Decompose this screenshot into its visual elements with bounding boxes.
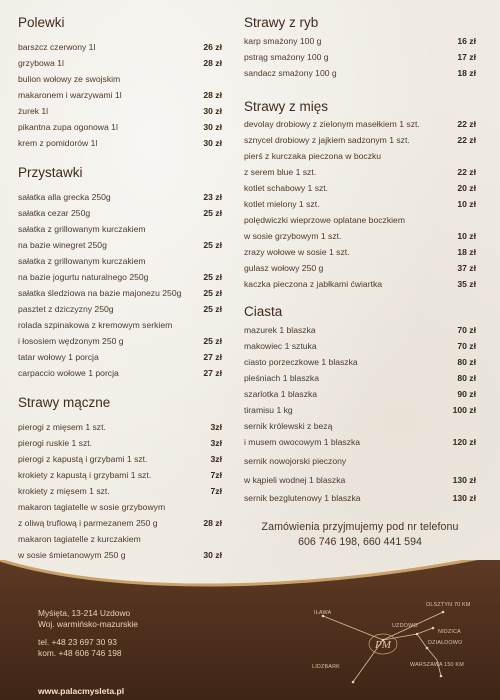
map-label-warszawa: WARSZAWA 150 KM	[410, 662, 464, 668]
menu-item: szarlotka 1 blaszka 90 zł	[244, 389, 476, 399]
menu-item: sernik królewski z bezą	[244, 421, 333, 431]
monogram-logo	[369, 634, 397, 654]
menu-item: sernik bezglutenowy 1 blaszka 130 zł	[244, 493, 476, 503]
menu-item: pstrąg smażony 100 g 17 zł	[244, 52, 476, 62]
map-label-dzialdowo: DZIAŁDOWO	[428, 640, 463, 646]
section-title-strawy-z-ryb: Strawy z ryb	[244, 15, 319, 30]
menu-item: zrazy wołowe w sosie 1 szt. 18 zł	[244, 247, 476, 257]
menu-item: i musem owocowym 1 blaszka 120 zł	[244, 437, 476, 447]
menu-item: i łososiem wędzonym 250 g 25 zł	[18, 336, 222, 346]
section-title-przystawki: Przystawki	[18, 165, 83, 180]
menu-item: sałatka z grillowanym kurczakiem	[18, 224, 146, 234]
menu-item: pierogi z kapustą i grzybami 1 szt. 3zł	[18, 454, 222, 464]
menu-item: gulasz wołowy 250 g 37 zł	[244, 263, 476, 273]
menu-item: żurek 1l 30 zł	[18, 106, 222, 116]
menu-item: na bazie winegret 250g 25 zł	[18, 240, 222, 250]
section-title-ciasta: Ciasta	[244, 304, 283, 319]
menu-item: sałatka cezar 250g 25 zł	[18, 208, 222, 218]
menu-item: makaron tagiatelle w sosie grzybowym	[18, 502, 166, 512]
menu-item: pierogi z mięsem 1 szt. 3zł	[18, 422, 222, 432]
phone-landline: tel. +48 23 697 30 93	[38, 637, 117, 647]
menu-item: makaron tagiatelle z kurczakiem	[18, 534, 141, 544]
menu-item: z oliwą truflową i parmezanem 250 g 28 zł	[18, 518, 222, 528]
menu-item: ciasto porzeczkowe 1 blaszka 80 zł	[244, 357, 476, 367]
menu-item: pierś z kurczaka pieczona w boczku	[244, 151, 382, 161]
menu-item: sandacz smażony 100 g 18 zł	[244, 68, 476, 78]
menu-item: sałatka z grillowanym kurczakiem	[18, 256, 146, 266]
menu-item: mazurek 1 blaszka 70 zł	[244, 325, 476, 335]
menu-item: krokiety z kapustą i grzybami 1 szt. 7zł	[18, 470, 222, 480]
menu-item: tiramisu 1 kg 100 zł	[244, 405, 476, 415]
map-label-nidzica: NIDZICA	[438, 629, 461, 635]
menu-item: makaronem i warzywami 1l 28 zł	[18, 90, 222, 100]
svg-text:PM: PM	[375, 639, 391, 651]
menu-item: carpaccio wołowe 1 porcja 27 zł	[18, 368, 222, 378]
menu-item: sernik nowojorski pieczony	[244, 456, 347, 466]
phone-mobile: kom. +48 606 746 198	[38, 648, 122, 658]
menu-item: sałatka śledziowa na bazie majonezu 250g 25 zł	[18, 288, 222, 298]
address-line-1: Myśięta, 13-214 Uzdowo	[38, 608, 131, 618]
menu-item: barszcz czerwony 1l 26 zł	[18, 42, 222, 52]
menu-item: sałatka alla grecka 250g 23 zł	[18, 192, 222, 202]
section-title-polewki: Polewki	[18, 15, 65, 30]
menu-item: grzybowa 1l 28 zł	[18, 58, 222, 68]
menu-item: tatar wołowy 1 porcja 27 zł	[18, 352, 222, 362]
menu-item: polędwiczki wieprzowe oplatane boczkiem	[244, 215, 405, 225]
menu-item: bulion wołowy ze swojskim	[18, 74, 121, 84]
menu-item: pikantna zupa ogonowa 1l 30 zł	[18, 122, 222, 132]
menu-item: devolay drobiowy z zielonym masełkiem 1 szt. 22 zł	[244, 119, 476, 129]
menu-item: w kąpieli wodnej 1 blaszka 130 zł	[244, 475, 476, 485]
order-note-text: Zamówienia przyjmujemy pod nr telefonu	[261, 521, 459, 533]
section-title-strawy-z-mies: Strawy z mięs	[244, 99, 329, 114]
menu-item: w sosie śmietanowym 250 g 30 zł	[18, 550, 222, 560]
menu-item: makowiec 1 sztuka 70 zł	[244, 341, 476, 351]
section-title-strawy-maczne: Strawy mączne	[18, 395, 111, 410]
menu-item: kaczka pieczona z jabłkami ćwiartka 35 zł	[244, 279, 476, 289]
contact-block	[38, 608, 138, 659]
website-link[interactable]: www.palacmysleta.pl	[38, 686, 125, 696]
menu-item: pleśniach 1 blaszka 80 zł	[244, 373, 476, 383]
map-label-uzdowo: UZDOWO	[392, 623, 418, 629]
menu-item: pasztet z dziczyzny 250g 25 zł	[18, 304, 222, 314]
address-line-2: Woj. warmińsko-mazurskie	[38, 619, 138, 629]
menu-item: sznycel drobiowy z jajkiem sadzonym 1 szt. 22 zł	[244, 135, 476, 145]
menu-item: kotlet mielony 1 szt. 10 zł	[244, 199, 476, 209]
map-label-olsztyn: OLSZTYN 70 KM	[426, 602, 471, 608]
menu-item: z serem blue 1 szt. 22 zł	[244, 167, 476, 177]
order-note	[244, 521, 476, 548]
menu-item: krem z pomidorów 1l 30 zł	[18, 138, 222, 148]
menu-item: kotlet schabowy 1 szt. 20 zł	[244, 183, 476, 193]
menu-item: karp smażony 100 g 16 zł	[244, 36, 476, 46]
map-label-lidzbark: LIDZBARK	[312, 664, 340, 670]
menu-item: na bazie jogurtu naturalnego 250g 25 zł	[18, 272, 222, 282]
menu-item: rolada szpinakowa z kremowym serkiem	[18, 320, 173, 330]
menu-item: krokiety z mięsem 1 szt. 7zł	[18, 486, 222, 496]
order-phone-numbers: 606 746 198, 660 441 594	[298, 536, 422, 548]
menu-item: w sosie grzybowym 1 szt. 10 zł	[244, 231, 476, 241]
map-label-ilawa: IŁAWA	[314, 610, 332, 616]
menu-item: pierogi ruskie 1 szt. 3zł	[18, 438, 222, 448]
